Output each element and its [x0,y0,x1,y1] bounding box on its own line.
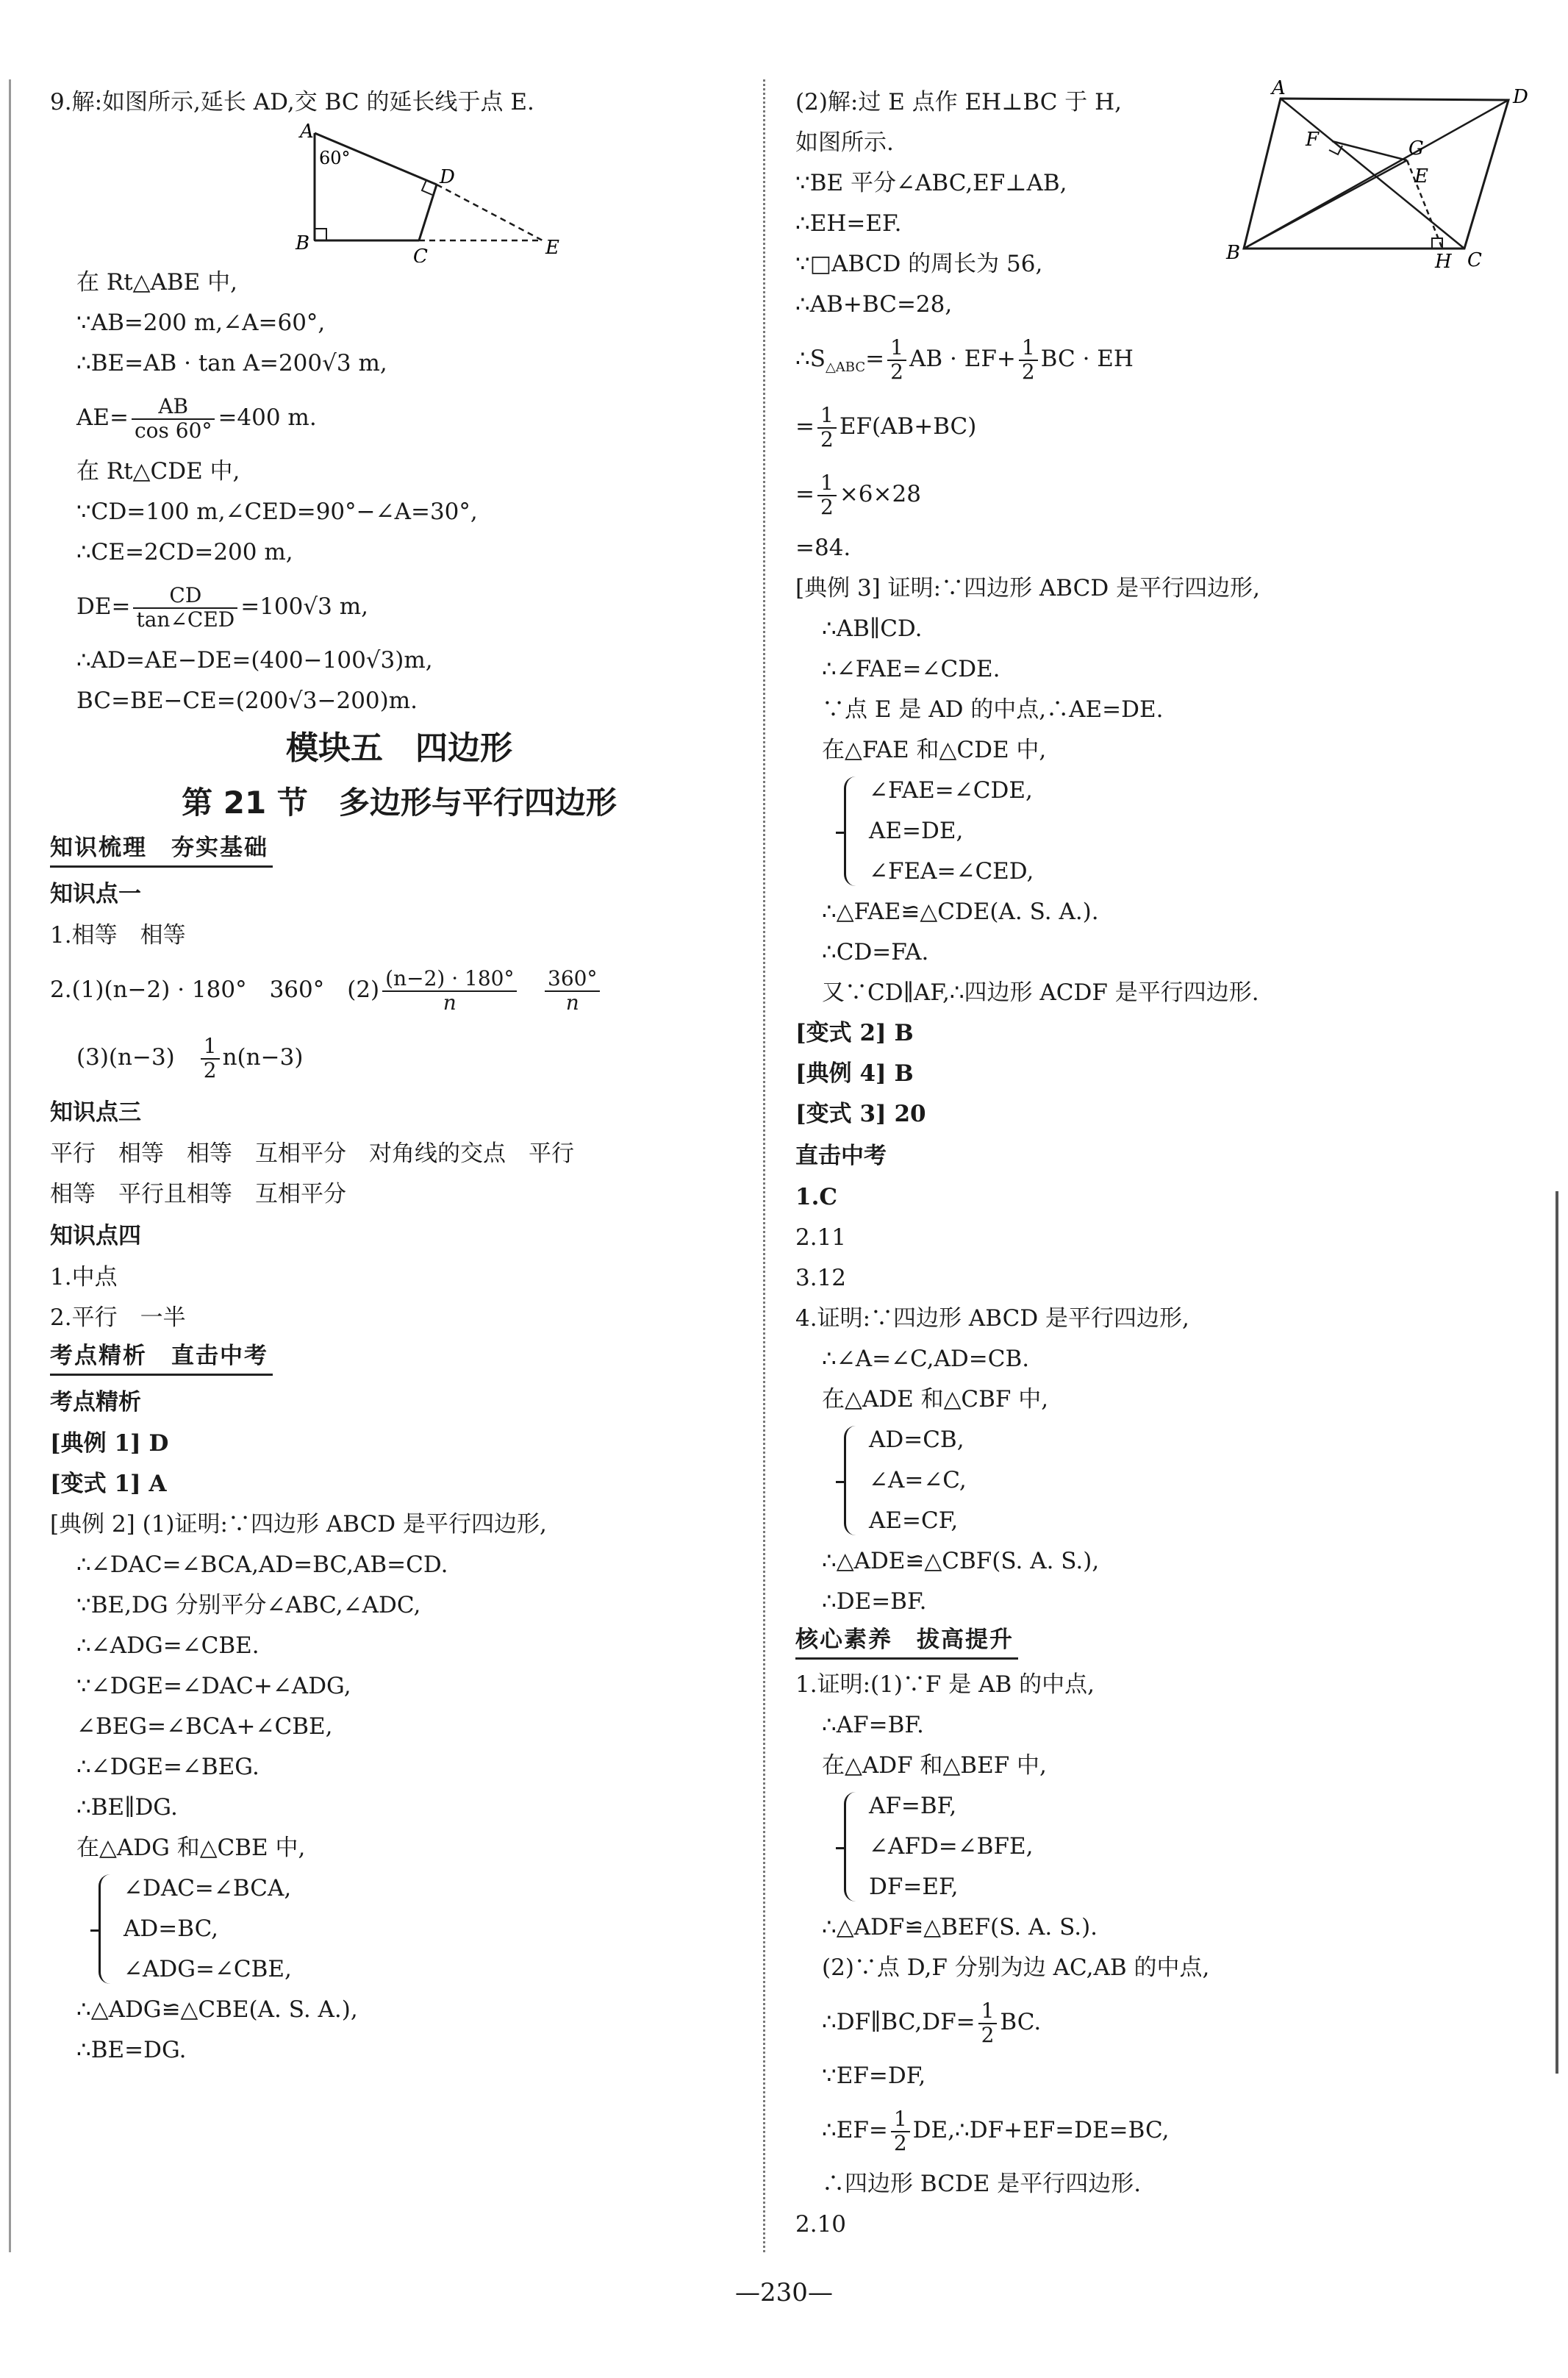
p2-line: ∵BE 平分∠ABC,EF⊥AB, [795,170,1067,196]
q4-line: ∴DE=BF. [822,1588,927,1615]
q9-line: ∵CD=100 m,∠CED=90°−∠A=30°, [76,499,478,525]
frac-num: 1 [978,2000,998,2024]
kp3-line2: 相等 平行且相等 互相平分 [50,1181,346,1207]
ex3-line: ∴∠FAE=∠CDE. [822,656,1000,682]
left-column [50,82,748,2071]
q4-conclusion [795,1541,1531,1622]
fig2-label-b: B [1226,242,1241,264]
fig2-label-d: D [1513,86,1528,108]
fig2-label-c: C [1467,249,1482,269]
area-result: =84. [795,535,851,561]
section-title: 第 21 节 多边形与平行四边形 [182,785,617,821]
p2-line: 如图所示. [795,129,894,156]
ae-suffix: =400 m. [218,404,317,431]
ex2-line: ∵∠DGE=∠DAC+∠ADG, [76,1673,351,1699]
q4-brace-system [844,1420,1531,1541]
c4-line [822,2096,1531,2164]
ex3-line: ∴△FAE≌△CDE(A. S. A.). [822,899,1099,925]
area-half-1 [887,337,906,384]
area-line-1 [795,325,1531,393]
kp1-fraction-2 [545,965,600,1015]
brace-line: ∠ADG=∠CBE, [123,1956,292,1982]
area-term-b: BC · EH [1040,346,1134,372]
c2-tail: BC. [1000,2009,1042,2035]
c1-brace-system [844,1786,1531,1907]
c2-text: ∴DF∥BC,DF= [822,2009,975,2035]
variant-2-answer: [变式 2] B [795,1020,914,1046]
c1-line: (2)∵点 D,F 分别为边 AC,AB 的中点, [822,1954,1210,1981]
p2-line: ∵□ABCD 的周长为 56, [795,251,1043,277]
ex3-conclusion [795,892,1531,1013]
q9-line: ∵AB=200 m,∠A=60°, [76,310,326,336]
fig2-label-a: A [1272,78,1286,99]
ex2-line: 在△ADG 和△CBE 中, [76,1835,306,1861]
c4-text: ∴EF= [822,2117,888,2143]
c3-line: ∵EF=DF, [822,2063,926,2089]
frac-den: 2 [890,359,903,384]
brace-icon [844,776,862,886]
c6-line: 2.10 [795,2211,847,2238]
c1-line: 在△ADF 和△BEF 中, [822,1752,1047,1779]
kp1-line3-tail: n(n−3) [222,1044,304,1071]
ae-fraction-num: AB [132,396,215,420]
brace-icon [844,1792,862,1902]
ex2-line: ∴∠ADG=∠CBE. [76,1632,259,1659]
zhiji-answer: 3.12 [795,1265,847,1291]
zhiji-heading: 直击中考 [795,1143,887,1169]
section-bar-exam: 考点精析 直击中考 [50,1338,273,1376]
c1-proof [795,1705,1531,1786]
kp1-line1: 1.相等 相等 [50,922,186,949]
area-half-4 [817,472,837,519]
area-term: EF(AB+BC) [839,413,977,440]
frac-num: 1 [817,472,837,496]
kp1-line3 [50,1024,748,1091]
section-bar-row [795,1622,1531,1665]
q9-line: ∴BE=AB · tan A=200√3 m, [76,350,387,376]
zhiji-answer: 1.C [795,1184,838,1210]
brace-line: ∠FEA=∠CED, [869,858,1034,885]
frac-den: 2 [820,494,834,519]
kp4-line1: 1.中点 [50,1264,118,1290]
frac-den: n [443,990,457,1015]
ex2-line: ∴BE=DG. [76,2037,187,2063]
kp1-line2-text: 2.(1)(n−2) · 180° 360° (2) [50,976,380,1003]
section-bar-knowledge: 知识梳理 夯实基础 [50,830,273,868]
c5-line: ∴四边形 BCDE 是平行四边形. [822,2171,1142,2197]
ex3-line: [典例 3] 证明:∵四边形 ABCD 是平行四边形, [795,575,1260,601]
c2-half [978,2000,998,2047]
p2-line: (2)解:过 E 点作 EH⊥BC 于 H, [795,89,1123,115]
q9-line: 在 Rt△ABE 中, [76,269,237,296]
frac-num: 1 [201,1035,220,1060]
kp3-heading: 知识点三 [50,1099,141,1126]
figure-1-wrapper [50,123,748,263]
frac-num: 1 [887,337,906,361]
ex2-line: ∵BE,DG 分别平分∠ABC,∠ADC, [76,1592,421,1618]
section-bar-core: 核心素养 拔高提升 [795,1622,1018,1660]
brace-icon [844,1426,862,1535]
de-fraction-den: tan∠CED [136,607,235,632]
right-edge-line [1556,1191,1558,2074]
kp1-line3-text: (3)(n−3) [76,1044,198,1071]
fig2-label-g: G [1408,138,1424,160]
q4-line: ∴△ADE≌△CBF(S. A. S.), [822,1548,1100,1574]
ex3-brace-system [844,771,1531,892]
ex2-brace-system [99,1868,748,1990]
c4-half [891,2108,910,2155]
frac-num: 1 [817,404,837,429]
zhiji-answer: 2.11 [795,1224,847,1251]
frac-den: 2 [820,426,834,451]
area-eq: = [795,481,815,507]
fig1-label-c: C [413,246,428,263]
c4-tail: DE,∴DF+EF=DE=BC, [912,2117,1170,2143]
kp1-heading: 知识点一 [50,881,141,907]
area-half-2 [1019,337,1038,384]
kp1-line2 [50,956,748,1024]
fig1-label-d: D [440,166,455,188]
kp1-line3-fraction [201,1035,220,1082]
ex3-line: ∵点 E 是 AD 的中点,∴AE=DE. [822,696,1164,723]
de-fraction [133,582,237,632]
ex2-line: ∴∠DGE=∠BEG. [76,1754,259,1780]
fig2-label-h: H [1435,251,1452,269]
kp1-fraction-1 [382,965,517,1015]
p2-line: ∴EH=EF. [795,210,902,237]
q4-line: 在△ADE 和△CBF 中, [822,1386,1049,1413]
frac-num: (n−2) · 180° [382,968,517,992]
area-eq: = [865,346,885,372]
ex2-proof [50,1545,748,1868]
ex3-line: 又∵CD∥AF,∴四边形 ACDF 是平行四边形. [822,979,1259,1006]
frac-num: 360° [545,968,600,992]
frac-num: 1 [1019,337,1038,361]
section-bar-row [50,830,748,873]
brace-line: ∠AFD=∠BFE, [869,1833,1034,1860]
column-divider [763,79,765,2252]
figure-2-parallelogram [1222,78,1531,269]
brace-line: ∠A=∠C, [869,1467,967,1493]
fig1-label-a: A [300,123,314,143]
q9-line: ∴AD=AE−DE=(400−100√3)m, [76,647,433,674]
fig1-label-b: B [296,232,310,254]
c2-line [822,1988,1531,2056]
right-column [795,78,1531,2245]
ex2-line: ∴∠DAC=∠BCA,AD=BC,AB=CD. [76,1552,448,1578]
kp4-heading: 知识点四 [50,1223,141,1249]
fig1-label-e: E [545,237,559,259]
brace-line: AE=DE, [869,818,964,844]
figure-1-right-triangle [263,123,616,263]
de-prefix: DE= [76,593,131,620]
frac-den: n [565,990,579,1015]
area-term: ×6×28 [839,481,921,507]
q9-ae-line [76,384,748,451]
q9-line: BC=BE−CE=(200√3−200)m. [76,688,418,714]
ex2-line: ∠BEG=∠BCA+∠CBE, [76,1713,333,1740]
area-eq: = [795,413,815,440]
brace-line: ∠FAE=∠CDE, [869,777,1033,804]
frac-den: 2 [203,1057,217,1082]
q9-intro: 9.解:如图所示,延长 AD,交 BC 的延长线于点 E. [50,89,534,115]
ex3-line: ∴CD=FA. [822,939,929,965]
frac-den: 2 [1021,359,1035,384]
ae-fraction-den: cos 60° [135,418,212,443]
c1-line: 1.证明:(1)∵F 是 AB 的中点, [795,1671,1095,1698]
ex2-line: ∴BE∥DG. [76,1794,178,1821]
frac-num: 1 [891,2108,910,2132]
area-term-a: AB · EF+ [909,346,1016,372]
kp4-line2: 2.平行 一半 [50,1304,186,1331]
brace-line: AE=CF, [869,1507,959,1534]
section-bar-row [50,1338,748,1381]
c1-conclusion [795,1907,1531,2204]
q9-de-line [76,573,748,640]
q4-proof [795,1339,1531,1420]
exam-heading: 考点精析 [50,1389,141,1415]
de-fraction-num: CD [133,585,237,609]
ae-fraction [132,393,215,443]
brace-line: AD=BC, [123,1915,219,1942]
fig2-label-f: F [1306,129,1320,151]
brace-line: AD=CB, [869,1427,964,1453]
area-subscript: △ABC [825,360,866,376]
area-half-3 [817,404,837,451]
variant-1-answer: [变式 1] A [50,1471,167,1497]
kp3-line1: 平行 相等 相等 互相平分 对角线的交点 平行 [50,1140,574,1167]
page-number: —230— [735,2278,833,2307]
q9-solution [50,263,748,721]
ae-prefix: AE= [76,404,129,431]
ex3-line: ∴AB∥CD. [822,615,923,642]
q4-line: 4.证明:∵四边形 ABCD 是平行四边形, [795,1305,1189,1332]
ex2-conclusion [50,1990,748,2071]
variant-3-answer: [变式 3] 20 [795,1101,926,1127]
area-line-2 [795,393,1531,460]
fig2-label-e: E [1414,165,1428,188]
ex2-line: [典例 2] (1)证明:∵四边形 ABCD 是平行四边形, [50,1511,547,1538]
de-suffix: =100√3 m, [240,593,368,620]
c1-line: ∴△ADF≌△BEF(S. A. S.). [822,1914,1098,1940]
module-title: 模块五 四边形 [286,729,512,767]
frac-den: 2 [981,2022,995,2047]
q9-line: ∴CE=2CD=200 m, [76,539,293,565]
brace-line: AF=BF, [869,1793,957,1819]
area-s: ∴S [795,346,826,372]
ex2-line: ∴△ADG≌△CBE(A. S. A.), [76,1996,358,2023]
example-1-answer: [典例 1] D [50,1430,169,1457]
ex3-line: 在△FAE 和△CDE 中, [822,737,1047,763]
q9-line: 在 Rt△CDE 中, [76,458,240,485]
p2-line: ∴AB+BC=28, [795,291,953,318]
q4-line: ∴∠A=∠C,AD=CB. [822,1346,1030,1372]
ex3-proof [795,609,1531,771]
c1-line: ∴AF=BF. [822,1712,924,1738]
example-4-answer: [典例 4] B [795,1060,914,1087]
part2-block [795,78,1531,325]
area-line-3 [795,460,1531,528]
left-binding-line [9,79,11,2252]
brace-icon [99,1874,117,1984]
frac-den: 2 [893,2130,907,2155]
brace-line: DF=EF, [869,1874,959,1900]
fig1-angle: 60° [319,148,351,168]
brace-line: ∠DAC=∠BCA, [123,1875,292,1902]
